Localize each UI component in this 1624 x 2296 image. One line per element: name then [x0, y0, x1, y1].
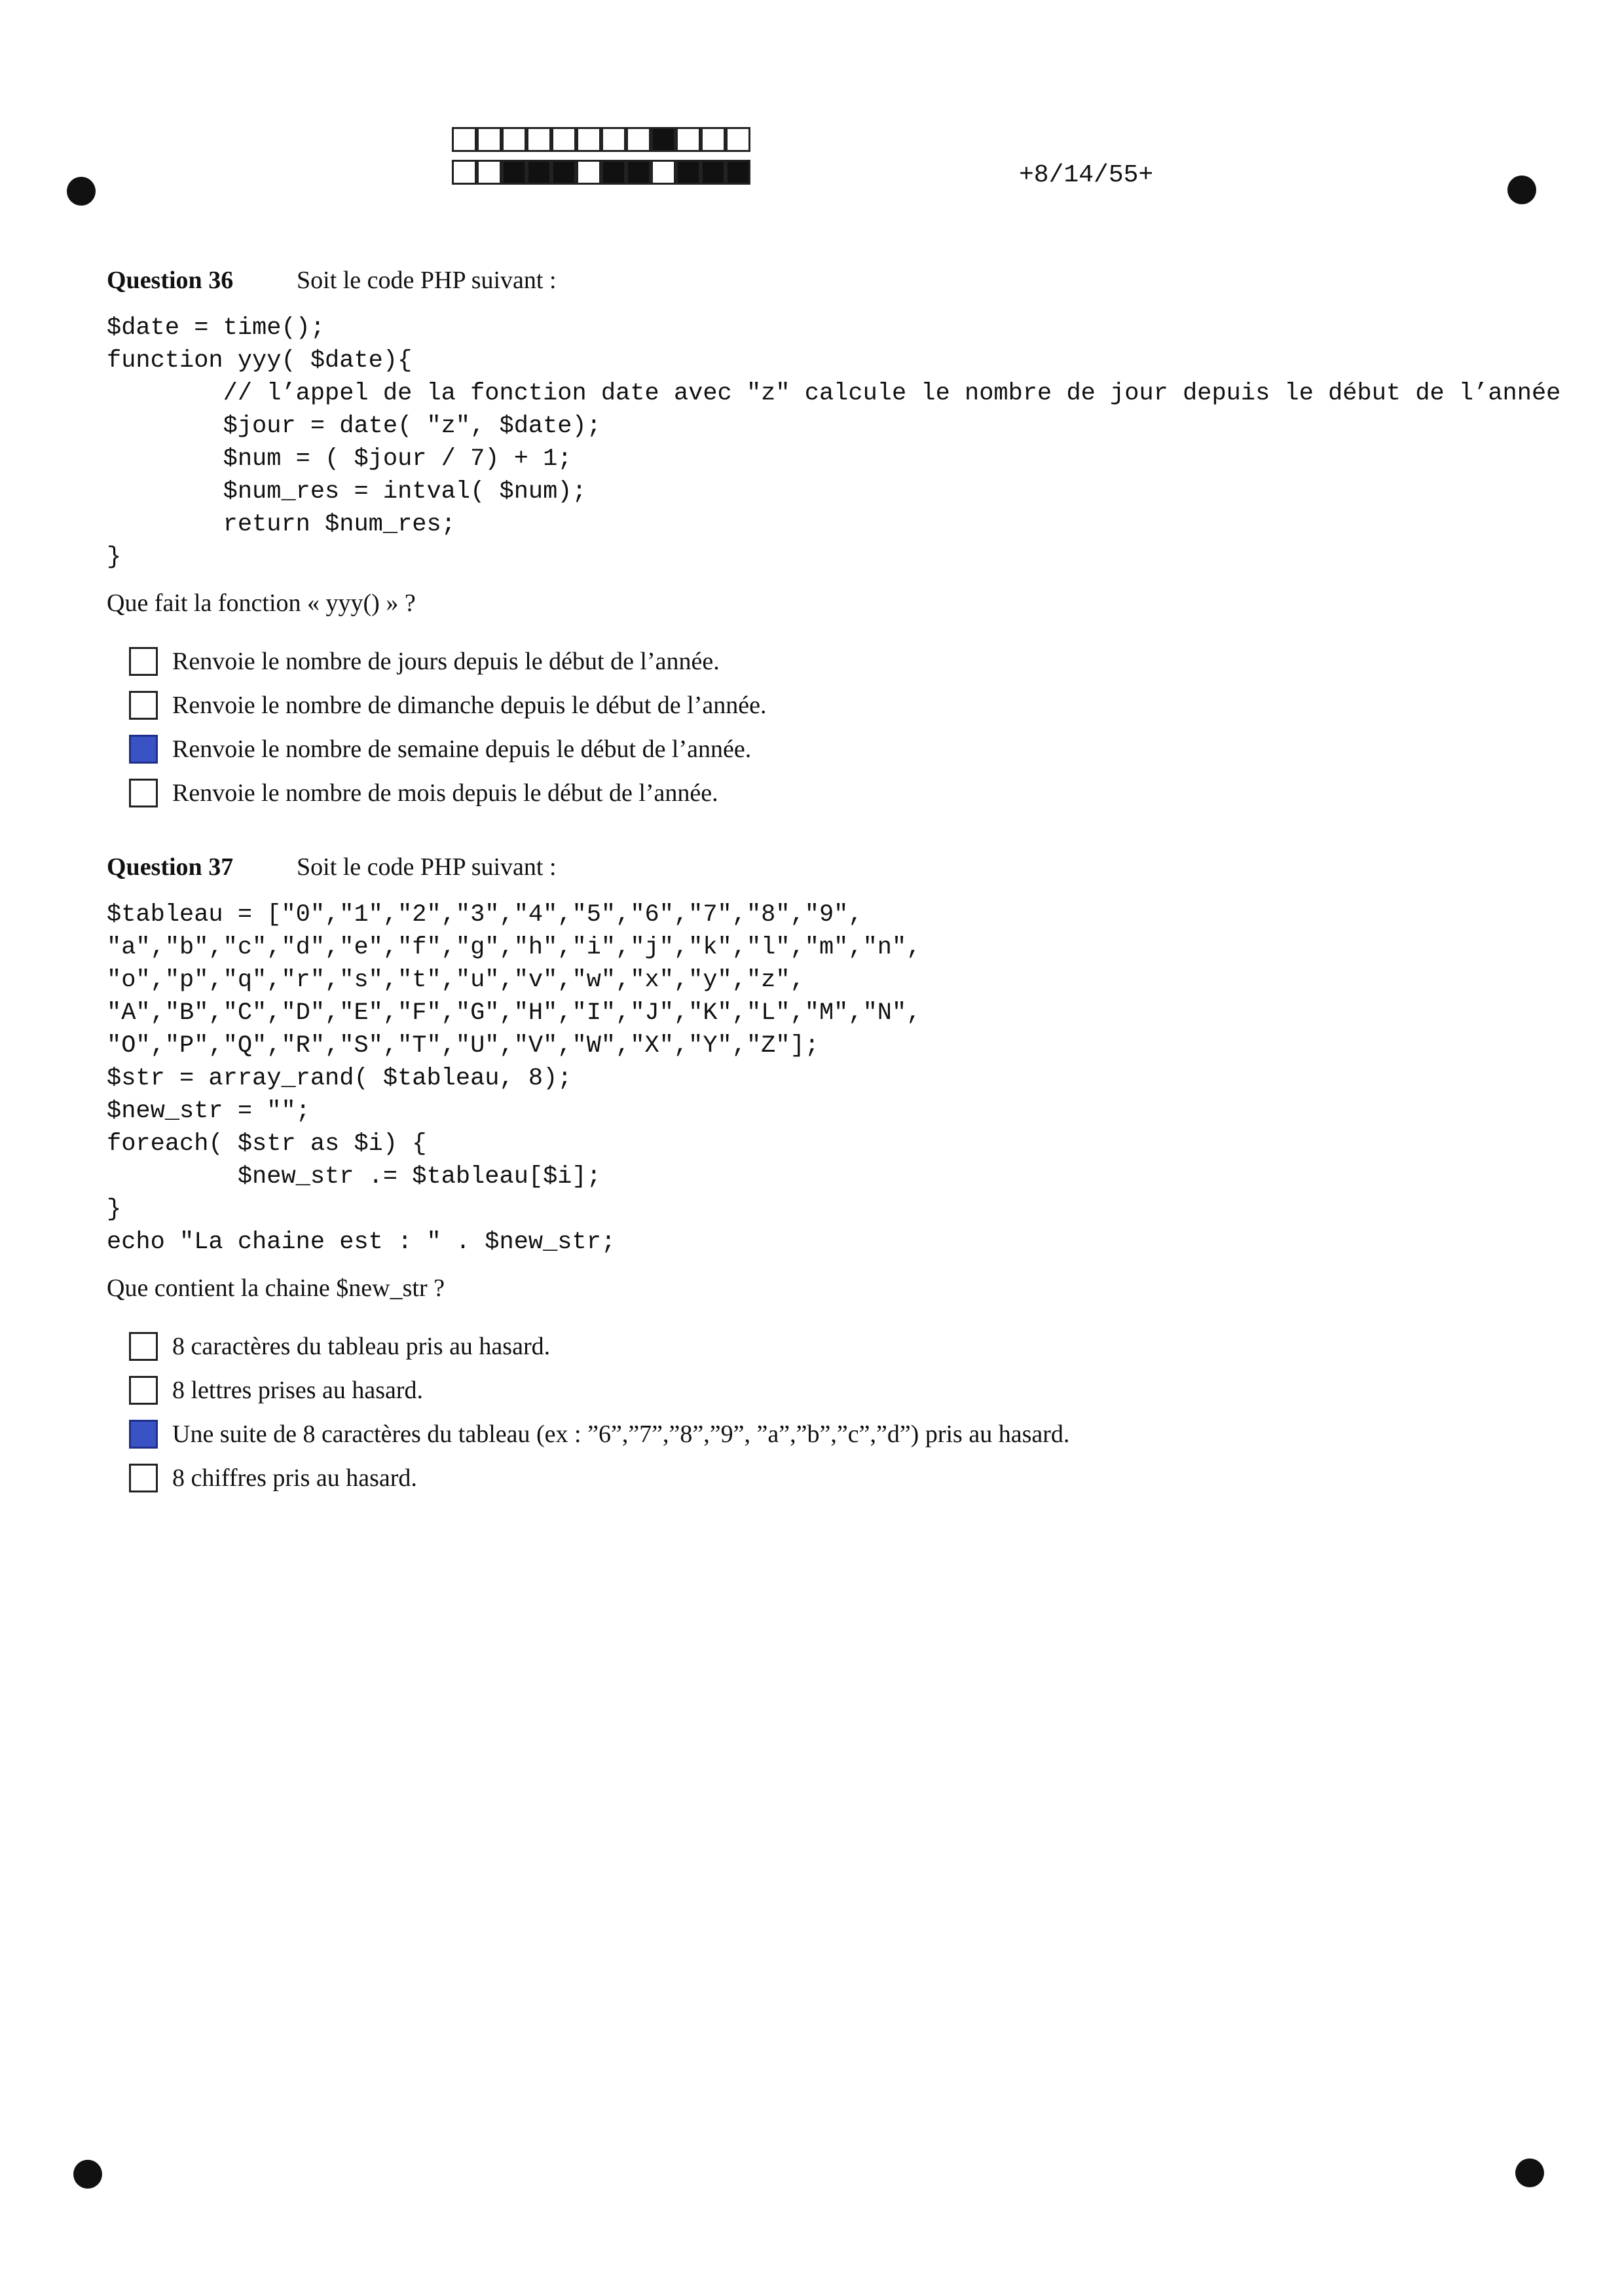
barcode-cell [701, 160, 726, 185]
barcode-cell [726, 160, 750, 185]
barcode-cell [601, 160, 626, 185]
barcode-cell [526, 160, 551, 185]
page-barcode-row-1 [452, 127, 750, 152]
answer-checkbox[interactable] [129, 779, 158, 807]
question-prompt: Que contient la chaine $new_str ? [107, 1274, 445, 1302]
barcode-cell [502, 160, 526, 185]
barcode-cell [601, 127, 626, 152]
registration-mark-bottom-left [73, 2160, 102, 2189]
barcode-cell [726, 127, 750, 152]
answer-option[interactable] [129, 771, 1547, 815]
barcode-cell [676, 127, 701, 152]
answer-checkbox[interactable] [129, 1420, 158, 1449]
answer-option[interactable] [129, 639, 1547, 683]
question-36 [107, 263, 1561, 815]
answer-option[interactable] [129, 1368, 1547, 1412]
question-header [107, 850, 1547, 884]
answer-option[interactable] [129, 1456, 1547, 1500]
barcode-cell [477, 127, 502, 152]
question-37 [107, 850, 1547, 1500]
question-number: Question 37 [107, 853, 234, 881]
barcode-cell [676, 160, 701, 185]
question-number: Question 36 [107, 267, 234, 294]
answer-label: 8 lettres prises au hasard. [172, 1376, 424, 1404]
page-barcode-row-2 [452, 160, 750, 185]
answer-label: Renvoie le nombre de semaine depuis le début de l’année. [172, 735, 752, 763]
barcode-cell [626, 160, 651, 185]
barcode-cell [502, 127, 526, 152]
answer-label: Renvoie le nombre de mois depuis le début de l’année. [172, 779, 718, 807]
answer-label: Renvoie le nombre de dimanche depuis le début de l’année. [172, 691, 767, 719]
answer-checkbox[interactable] [129, 1376, 158, 1405]
answer-list [107, 639, 1547, 815]
registration-mark-bottom-right [1515, 2158, 1544, 2187]
answer-checkbox[interactable] [129, 1464, 158, 1492]
barcode-cell [452, 127, 477, 152]
page-identifier: +8/14/55+ [1019, 161, 1154, 189]
answer-checkbox[interactable] [129, 691, 158, 720]
answer-label: 8 caractères du tableau pris au hasard. [172, 1332, 551, 1360]
code-block: $date = time(); function yyy( $date){ // l’appel de la fonction date avec "z" calcule le nombre de jour depuis le début de l’année $jour = date( "z", $date); $num = ( $jour / 7) + 1; $num_res = intval( $num); return $num_res; } [107, 314, 1561, 571]
answer-checkbox[interactable] [129, 735, 158, 764]
code-block: $tableau = ["0","1","2","3","4","5","6","7","8","9", "a","b","c","d","e","f","g","h","i","j","k","l","m","n", "o","p","q","r","s","t","u","v","w","x","y","z", "A","B","C","D","E","F","G","H","I","J","K","L","M","N", "O","P","Q","R","S","T","U","V","W","X","Y","Z"]; $str = array_rand( $tableau, 8); $new_str = ""; foreach( $str as $i) { $new_str .= $tableau[$i]; } echo "La chaine est : " . $new_str; [107, 901, 921, 1256]
answer-label: Une suite de 8 caractères du tableau (ex : ”6”,”7”,”8”,”9”, ”a”,”b”,”c”,”d”) pris au hasard. [172, 1420, 1070, 1448]
barcode-cell [477, 160, 502, 185]
barcode-cell [651, 160, 676, 185]
barcode-cell [526, 127, 551, 152]
barcode-cell [626, 127, 651, 152]
question-header [107, 263, 1547, 297]
answer-list [107, 1324, 1547, 1500]
question-intro: Soit le code PHP suivant : [297, 267, 557, 294]
answer-label: 8 chiffres pris au hasard. [172, 1464, 417, 1492]
answer-option[interactable] [129, 727, 1547, 771]
barcode-cell [452, 160, 477, 185]
answer-option[interactable] [129, 1412, 1547, 1456]
answer-option[interactable] [129, 1324, 1547, 1368]
question-intro: Soit le code PHP suivant : [297, 853, 557, 881]
answer-checkbox[interactable] [129, 647, 158, 676]
answer-checkbox[interactable] [129, 1332, 158, 1361]
question-prompt: Que fait la fonction « yyy() » ? [107, 589, 416, 617]
barcode-cell [701, 127, 726, 152]
barcode-cell [576, 160, 601, 185]
barcode-cell [551, 127, 576, 152]
answer-option[interactable] [129, 683, 1547, 727]
barcode-cell [651, 127, 676, 152]
barcode-cell [551, 160, 576, 185]
registration-mark-top-left [67, 177, 96, 206]
answer-label: Renvoie le nombre de jours depuis le début de l’année. [172, 647, 720, 675]
registration-mark-top-right [1507, 176, 1536, 204]
barcode-cell [576, 127, 601, 152]
